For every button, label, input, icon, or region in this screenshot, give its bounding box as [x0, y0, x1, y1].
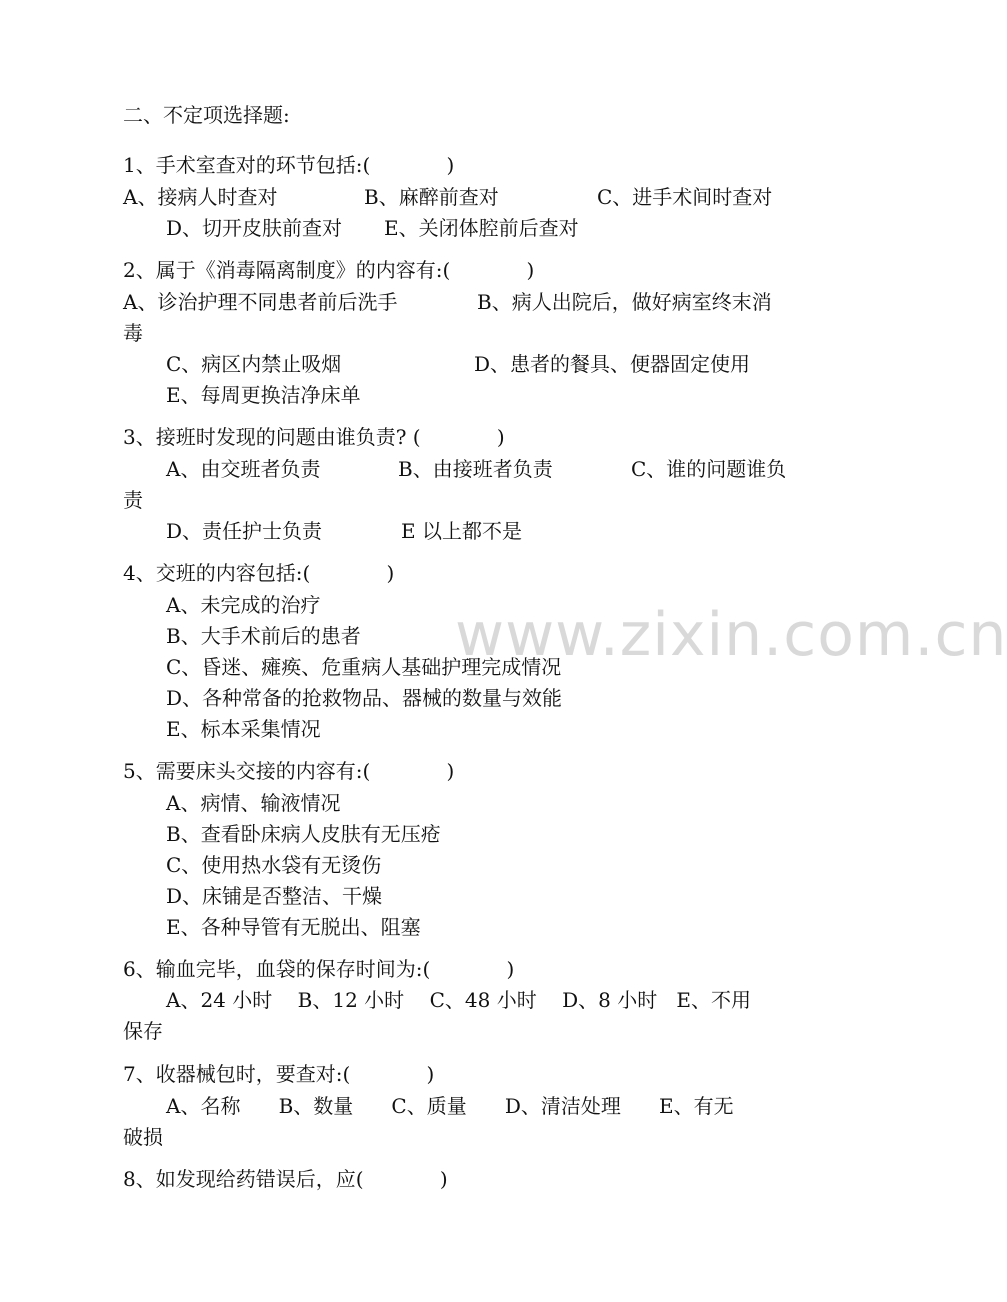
- question-5-stem: 5、需要床头交接的内容有:( ): [123, 759, 455, 783]
- question-3-option-a: A、由交班者负责: [166, 457, 321, 481]
- question-3-stem: 3、接班时发现的问题由谁负责? ( ): [123, 425, 505, 449]
- question-2-stem: 2、属于《消毒隔离制度》的内容有:( ): [123, 258, 535, 282]
- question-3-option-b: B、由接班者负责: [398, 457, 553, 481]
- question-3-option-c-continued: 责: [123, 488, 143, 512]
- question-1-option-c: C、进手术间时查对: [597, 185, 773, 209]
- question-5-option-b: B、查看卧床病人皮肤有无压疮: [166, 822, 441, 846]
- watermark: www.zixin.com.cn: [455, 600, 1007, 670]
- question-3-option-d: D、责任护士负责: [166, 519, 323, 543]
- question-5-option-a: A、病情、输液情况: [166, 791, 341, 815]
- question-4-option-e: E、标本采集情况: [166, 717, 321, 741]
- question-1-option-e: E、关闭体腔前后查对: [384, 216, 579, 240]
- question-1-option-d: D、切开皮肤前查对: [166, 216, 343, 240]
- question-2-option-d: D、患者的餐具、便器固定使用: [474, 352, 751, 376]
- question-1-stem: 1、手术室查对的环节包括:( ): [123, 153, 455, 177]
- question-7-options-continued: 破损: [123, 1125, 163, 1149]
- question-2-option-c: C、病区内禁止吸烟: [166, 352, 342, 376]
- question-4-option-a: A、未完成的治疗: [166, 593, 321, 617]
- question-4-option-c: C、昏迷、瘫痪、危重病人基础护理完成情况: [166, 655, 562, 679]
- question-1-option-a: A、接病人时查对: [123, 185, 278, 209]
- question-7-stem: 7、收器械包时，要查对:( ): [123, 1062, 435, 1086]
- question-3-option-e: E 以上都不是: [401, 519, 522, 543]
- question-5-option-e: E、各种导管有无脱出、阻塞: [166, 915, 421, 939]
- question-2-option-a: A、诊治护理不同患者前后洗手: [123, 290, 398, 314]
- question-6-options-continued: 保存: [123, 1019, 163, 1043]
- question-4-option-d: D、各种常备的抢救物品、器械的数量与效能: [166, 686, 563, 710]
- question-2-option-e: E、每周更换洁净床单: [166, 383, 361, 407]
- question-2-option-b-continued: 毒: [123, 321, 143, 345]
- question-8-stem: 8、如发现给药错误后，应( ): [123, 1167, 448, 1191]
- question-7-options: A、名称 B、数量 C、质量 D、清洁处理 E、有无: [166, 1094, 734, 1118]
- question-5-option-c: C、使用热水袋有无烫伤: [166, 853, 382, 877]
- question-6-options: A、24 小时 B、12 小时 C、48 小时 D、8 小时 E、不用: [166, 988, 751, 1012]
- question-6-stem: 6、输血完毕，血袋的保存时间为:( ): [123, 957, 515, 981]
- question-1-option-b: B、麻醉前查对: [364, 185, 499, 209]
- question-4-option-b: B、大手术前后的患者: [166, 624, 361, 648]
- question-2-option-b: B、病人出院后，做好病室终末消: [477, 290, 772, 314]
- question-4-stem: 4、交班的内容包括:( ): [123, 561, 395, 585]
- question-3-option-c: C、谁的问题谁负: [631, 457, 787, 481]
- section-title: 二、不定项选择题:: [123, 103, 290, 127]
- question-5-option-d: D、床铺是否整洁、干燥: [166, 884, 383, 908]
